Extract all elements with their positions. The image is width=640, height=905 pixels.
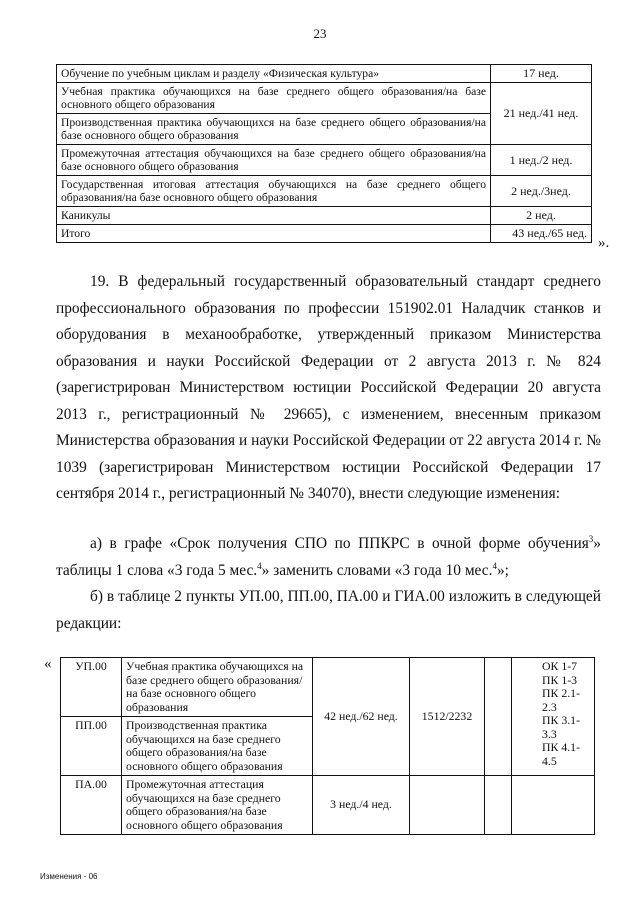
footnote-ref: 4 <box>492 560 497 571</box>
row-competencies <box>512 776 595 835</box>
paragraph-a-text: »; <box>496 561 509 579</box>
row-description: Учебная практика обучающихся на базе среднего общего образования/на базе основного общего образования <box>122 658 313 717</box>
row-label: Обучение по учебным циклам и разделу «Физическая культура» <box>57 65 491 83</box>
row-label: Каникулы <box>57 207 491 225</box>
competency-item: ПК 3.1-3.3 <box>542 713 581 741</box>
table-row <box>61 776 595 835</box>
merged-weeks: 42 нед./62 нед. <box>313 658 410 776</box>
merged-hours: 1512/2232 <box>410 658 485 776</box>
paragraph-19 <box>56 269 601 508</box>
row-value: 1 нед./2 нед. <box>491 145 592 176</box>
table-row <box>57 145 592 176</box>
competencies-cell <box>512 658 595 776</box>
footnote-ref: 3 <box>588 533 594 544</box>
footer-note: Изменения - 06 <box>40 872 98 881</box>
table-row <box>57 83 592 114</box>
competency-item: ПК 1-3 <box>542 672 578 687</box>
paragraph-b <box>56 584 601 637</box>
row-weeks: 3 нед./4 нед. <box>313 776 410 835</box>
paragraph-b-text: б) в таблице 2 пункты УП.00, ПП.00, ПА.00 и ГИА.00 изложить в следующей редакции: <box>56 588 601 632</box>
row-value: 21 нед./41 нед. <box>491 83 592 145</box>
empty-cell <box>485 658 512 776</box>
row-label: Итого <box>57 225 491 243</box>
closing-quote: ». <box>598 235 610 251</box>
practice-table <box>60 657 595 835</box>
row-hours <box>410 776 485 835</box>
paragraph-a-text: » заменить словами «3 года 10 мес. <box>261 561 493 579</box>
competency-item: ПК 2.1-2.3 <box>542 686 581 714</box>
table-row <box>57 207 592 225</box>
table-row <box>57 176 592 207</box>
table-row <box>61 658 595 717</box>
table-row <box>57 65 592 83</box>
paragraph-a <box>56 531 601 584</box>
row-label: Государственная итоговая аттестация обучающихся на базе среднего общего образования/на базе основного общего образования <box>57 176 491 207</box>
competency-item: ОК 1-7 <box>542 659 578 673</box>
paragraph-a-text: а) в графе «Срок получения СПО по ППКРС в очной форме обучения <box>90 535 589 552</box>
row-description: Промежуточная аттестация обучающихся на базе среднего общего образования/на базе основного общего образования <box>122 776 313 835</box>
empty-cell <box>485 776 512 835</box>
row-code: УП.00 <box>61 658 122 717</box>
page-number: 23 <box>313 26 327 41</box>
competency-item: ПК 4.1-4.5 <box>542 740 581 768</box>
row-value: 2 нед. <box>491 207 592 225</box>
row-label: Производственная практика обучающихся на базе среднего общего образования/на базе основного общего образования <box>57 114 491 145</box>
row-label: Промежуточная аттестация обучающихся на базе среднего общего образования/на базе основного общего образования <box>57 145 491 176</box>
row-label: Учебная практика обучающихся на базе среднего общего образования/на базе основного общего образования <box>57 83 491 114</box>
footnote-ref: 4 <box>257 560 262 571</box>
row-value: 43 нед./65 нед. <box>491 225 592 243</box>
summary-table <box>56 64 592 243</box>
row-code: ПП.00 <box>61 717 122 776</box>
paragraph-a-text: » таблицы 1 слова «3 года 5 мес. <box>56 535 601 579</box>
row-value: 2 нед./3нед. <box>491 176 592 207</box>
opening-quote: « <box>44 656 52 672</box>
row-code: ПА.00 <box>61 776 122 835</box>
paragraph-19-text: 19. В федеральный государственный образовательный стандарт среднего профессионального образования по профессии 151902.01 Наладчик станков и оборудования в механообработке, утвержденный приказом Министерства образования и науки Российской Федерации от 2 августа 2013 г. № 824 (зарегистрирован Министерством юстиции Российской Федерации 20 августа 2013 г., регистрационный № 29665), с изменением, внесенным приказом Министерства образования и науки Российской Федерации от 22 августа 2014 г. № 1039 (зарегистрирован Министерством юстиции Российской Федерации 17 сентября 2014 г., регистрационный № 34070), внести следующие изменения: <box>56 273 601 502</box>
table-row <box>57 225 592 243</box>
row-description: Производственная практика обучающихся на базе среднего общего образования/на базе основного общего образования <box>122 717 313 776</box>
row-value: 17 нед. <box>491 65 592 83</box>
